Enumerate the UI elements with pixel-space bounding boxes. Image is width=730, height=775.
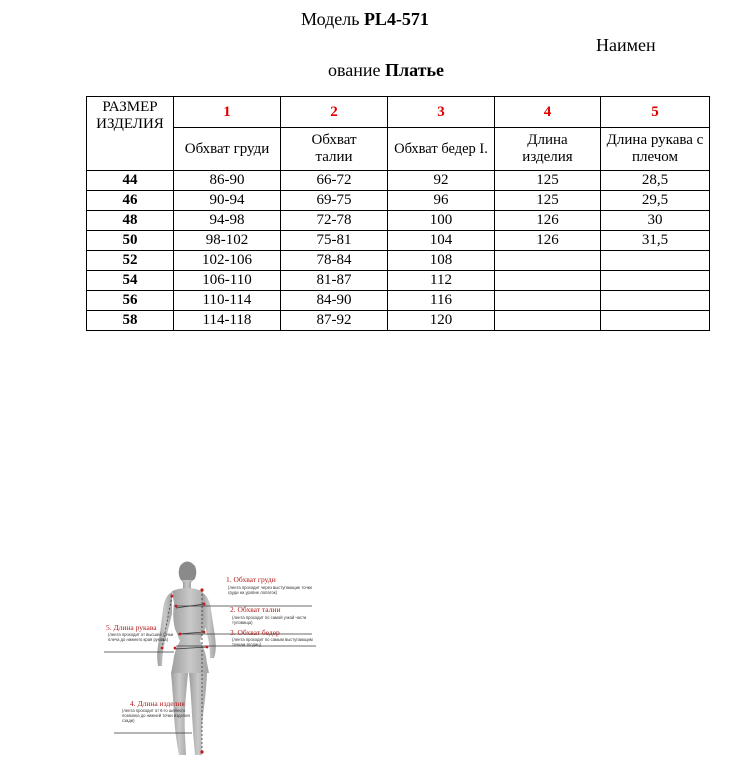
figure-note-chest: (лента проходит через выступающие точки груди на уровне лопаток): [228, 585, 312, 595]
size-cell: 54: [87, 271, 174, 291]
measurement-figure: [104, 556, 324, 761]
table-cell: 108: [388, 251, 495, 271]
table-cell: 116: [388, 291, 495, 311]
figure-label-waist: 2. Обхват талии: [230, 605, 281, 614]
table-cell: 87-92: [281, 311, 388, 331]
table-cell: 110-114: [174, 291, 281, 311]
table-row: [87, 251, 710, 271]
table-cell: 75-81: [281, 231, 388, 251]
figure-note-waist: (лента проходит по самой узкой части туловища): [232, 615, 307, 625]
column-header: Длина изделия: [495, 128, 601, 171]
woman-silhouette-icon: [157, 562, 216, 756]
table-cell: 86-90: [174, 171, 281, 191]
table-cell: 30: [601, 211, 710, 231]
table-row: [87, 271, 710, 291]
table-cell: 81-87: [281, 271, 388, 291]
table-cell: 28,5: [601, 171, 710, 191]
table-cell: 104: [388, 231, 495, 251]
name-prefix: ование: [328, 60, 386, 80]
table-row: [87, 291, 710, 311]
column-number: 4: [495, 97, 601, 128]
figure-label-sleeve: 5. Длина рукава: [106, 623, 157, 632]
table-row: [87, 231, 710, 251]
table-cell: 112: [388, 271, 495, 291]
model-prefix: Модель: [301, 9, 364, 29]
table-cell: 102-106: [174, 251, 281, 271]
table-cell: [495, 311, 601, 331]
table-cell: 69-75: [281, 191, 388, 211]
size-cell: 58: [87, 311, 174, 331]
table-cell: 125: [495, 171, 601, 191]
table-row: [87, 311, 710, 331]
figure-note-length: (лента проходит от 6-го шейного позвонка до нижней точки изделия сзади): [122, 708, 190, 723]
model-title: [0, 9, 730, 30]
column-header: Обхват бедер I.: [388, 128, 495, 171]
table-cell: 29,5: [601, 191, 710, 211]
table-cell: [601, 271, 710, 291]
column-header: Длина рукава с плечом: [601, 128, 710, 171]
size-cell: 52: [87, 251, 174, 271]
table-cell: 100: [388, 211, 495, 231]
table-cell: 98-102: [174, 231, 281, 251]
product-name: Платье: [385, 60, 444, 80]
table-cell: 90-94: [174, 191, 281, 211]
size-column-header: РАЗМЕР ИЗДЕЛИЯ: [87, 97, 174, 171]
column-number: 5: [601, 97, 710, 128]
figure-label-chest: 1. Обхват груди: [226, 575, 276, 584]
model-code: PL4-571: [363, 9, 429, 29]
size-cell: 48: [87, 211, 174, 231]
table-cell: 66-72: [281, 171, 388, 191]
column-number: 3: [388, 97, 495, 128]
table-cell: 126: [495, 231, 601, 251]
table-cell: 96: [388, 191, 495, 211]
table-cell: [601, 311, 710, 331]
table-cell: 72-78: [281, 211, 388, 231]
table-cell: 84-90: [281, 291, 388, 311]
table-cell: [495, 271, 601, 291]
name-heading-part2: [0, 60, 730, 81]
size-cell: 56: [87, 291, 174, 311]
table-cell: [495, 251, 601, 271]
column-header: Обхват талии: [281, 128, 388, 171]
figure-label-hips: 3. Обхват бедер: [230, 628, 280, 637]
table-cell: 31,5: [601, 231, 710, 251]
table-row: [87, 211, 710, 231]
column-number: 2: [281, 97, 388, 128]
table-row: [87, 171, 710, 191]
table-cell: 78-84: [281, 251, 388, 271]
table-cell: 114-118: [174, 311, 281, 331]
name-heading-part1: Наимен: [596, 35, 656, 55]
table-cell: 125: [495, 191, 601, 211]
figure-label-length: 4. Длина изделия: [130, 699, 185, 708]
table-row: [87, 191, 710, 211]
size-cell: 46: [87, 191, 174, 211]
size-cell: 50: [87, 231, 174, 251]
column-number: 1: [174, 97, 281, 128]
size-table: [86, 96, 710, 331]
table-cell: [601, 291, 710, 311]
table-cell: 92: [388, 171, 495, 191]
size-cell: 44: [87, 171, 174, 191]
column-header: Обхват груди: [174, 128, 281, 171]
table-cell: 106-110: [174, 271, 281, 291]
table-cell: 126: [495, 211, 601, 231]
figure-note-hips: (лента проходит по самым выступающим точкам ягодиц): [232, 637, 313, 647]
table-cell: [601, 251, 710, 271]
table-cell: 94-98: [174, 211, 281, 231]
table-cell: 120: [388, 311, 495, 331]
table-cell: [495, 291, 601, 311]
figure-note-sleeve: (лента проходит от высшей точки плеча до нижнего края рукава): [108, 632, 174, 642]
